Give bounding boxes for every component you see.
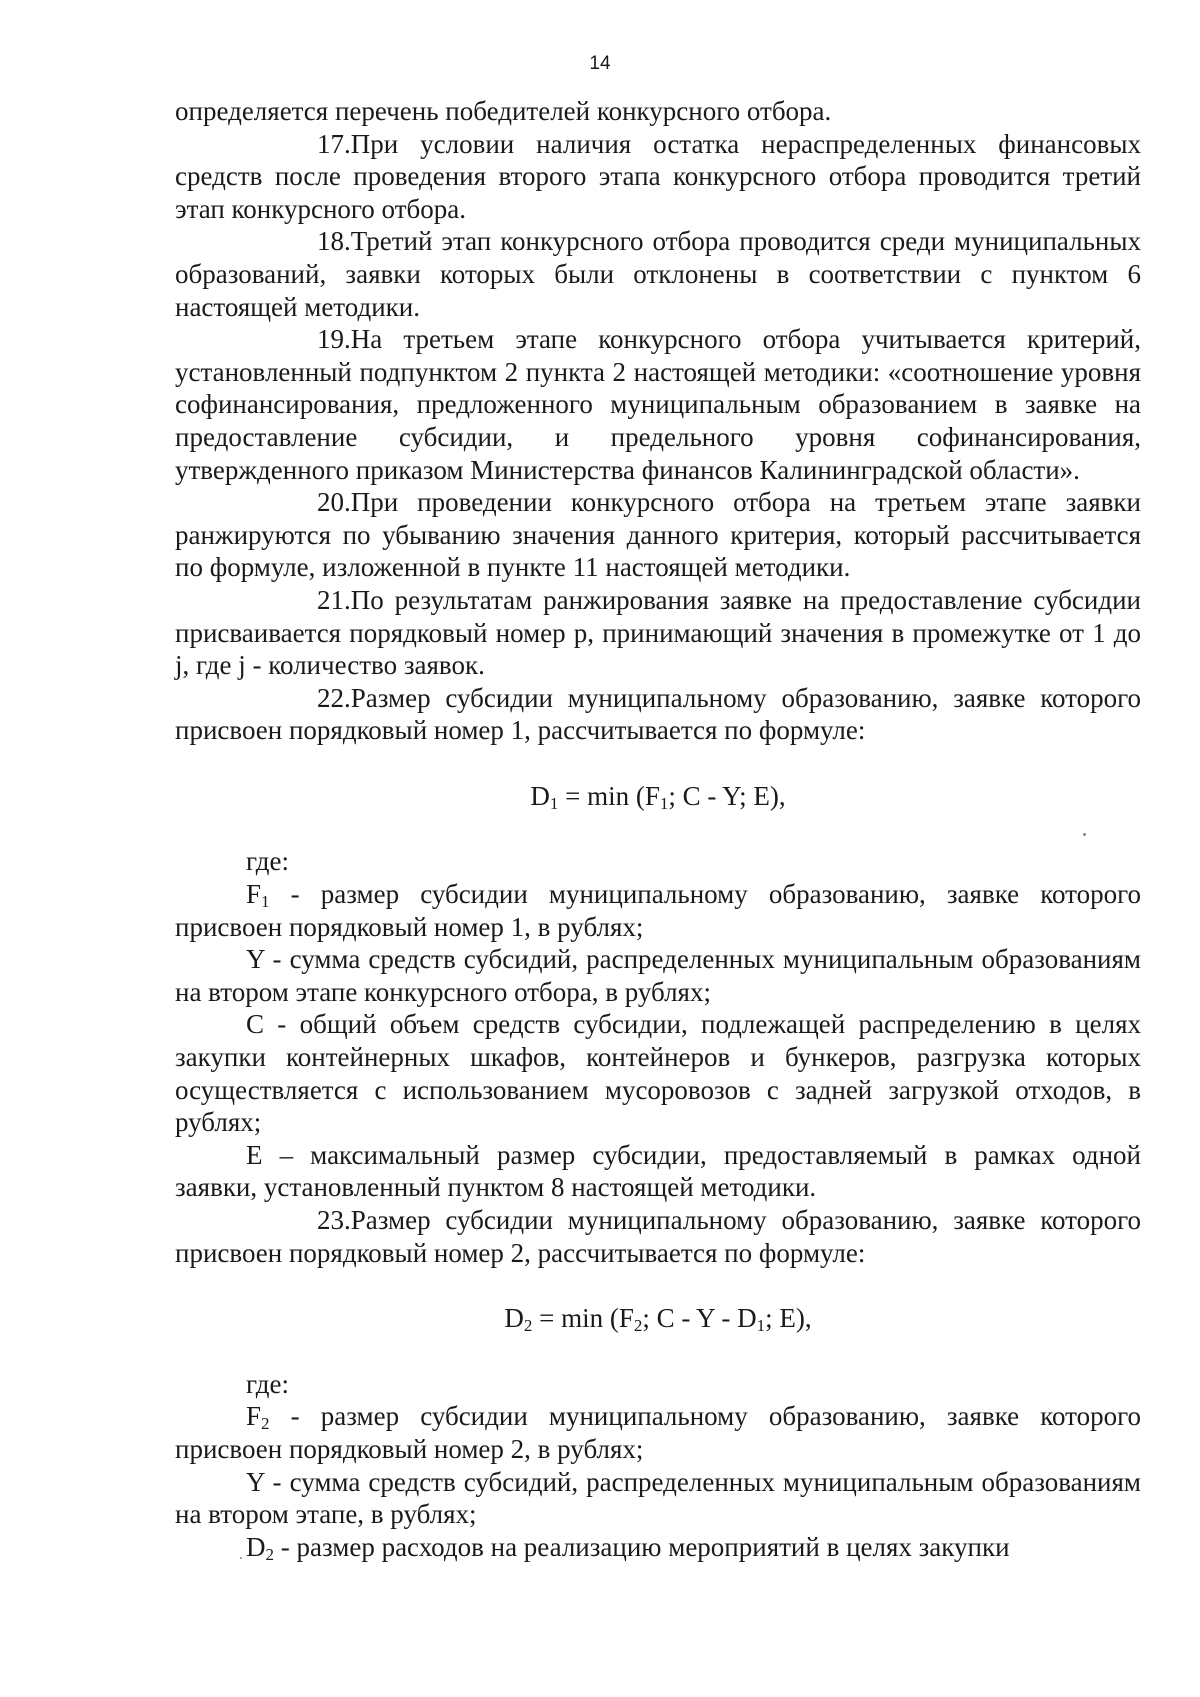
paragraph-number: 22. (317, 682, 351, 713)
paragraph-number: 23. (317, 1205, 351, 1235)
where-label: где: (246, 1368, 289, 1399)
formula-text: ; C - Y; E), (668, 780, 786, 811)
formula-text: = min (F (532, 1303, 634, 1334)
paragraph-text: Третий этап конкурсного отбора проводится среди муниципальных образований, заявки которых были отклонены в соответствии с пунктом 6 настоящей методики. (175, 226, 1141, 322)
paragraph-number: 19. (317, 324, 351, 355)
formula-subscript: 1 (549, 793, 559, 813)
definition-symbol: F (246, 879, 262, 910)
scan-speck (1083, 833, 1086, 836)
paragraph-text: Размер субсидии муниципальному образованию, заявке которого присвоен порядковый номер 2, рассчитывается по формуле: (175, 1205, 1141, 1268)
definition-c: C - общий объем средств субсидии, подлежащей распределению в целях закупки контейнерных шкафов, контейнеров и бункеров, разгрузка которых осуществляется с использованием мусоровозов с задней загрузкой отходов, в рублях; (175, 1009, 1141, 1138)
definition-text: - размер субсидии муниципальному образованию, заявке которого присвоен порядковый номер 2, в рублях; (175, 1401, 1141, 1464)
formula-subscript: 1 (659, 793, 669, 813)
definition-symbol: F (246, 1401, 262, 1432)
paragraph-text: По результатам ранжирования заявке на предоставление субсидии присваивается порядковый номер p, принимающий значения в промежутке от 1 до j, где j - количество заявок. (175, 584, 1141, 681)
paragraph-text: На третьем этапе конкурсного отбора учитывается критерий, установленный подпунктом 2 пункта 2 настоящей методики: «соотношение уровня софинансирования, предложенного муниципальным образованием в заявке на предоставление субсидии, и предельного уровня софинансирования, утвержденного приказом Министерства финансов Калининградской области». (175, 324, 1141, 485)
definition-f1 (175, 878, 1141, 943)
paragraph-text: При условии наличия остатка нераспределенных финансовых средств после проведения второго этапа конкурсного отбора проводится третий этап конкурсного отбора. (175, 128, 1141, 224)
definition-subscript: 1 (261, 892, 270, 912)
formula-text: = min (F (558, 780, 660, 811)
formula-d1 (175, 780, 1141, 813)
page-number: 14 (589, 53, 611, 74)
paragraph-text: Размер субсидии муниципальному образованию, заявке которого присвоен порядковый номер 1, рассчитывается по формуле: (175, 682, 1141, 746)
formula-subscript: 1 (756, 1316, 766, 1336)
where-label: где: (246, 846, 289, 877)
definition-subscript: 2 (261, 1414, 270, 1434)
paragraph-20 (175, 486, 1141, 584)
definition-y2: Y - сумма средств субсидий, распределенных муниципальным образованиям на втором этапе, в рублях; (175, 1466, 1141, 1530)
formula-symbol: D (504, 1303, 524, 1334)
paragraph-21 (175, 584, 1141, 682)
formula-d2 (175, 1302, 1141, 1335)
paragraph-19 (175, 323, 1141, 486)
definition-symbol: D (246, 1531, 266, 1562)
definition-text: - размер расходов на реализацию мероприятий в целях закупки (274, 1531, 1010, 1562)
definition-subscript: 2 (265, 1544, 274, 1564)
formula-text: ; E), (765, 1303, 812, 1334)
paragraph-17 (175, 128, 1141, 226)
paragraph-number: 18. (317, 226, 351, 257)
scan-speck (240, 1557, 242, 1559)
paragraph-22 (175, 682, 1141, 747)
formula-subscript: 2 (523, 1316, 533, 1336)
paragraph-text: При проведении конкурсного отбора на третьем этапе заявки ранжируются по убыванию значения данного критерия, который рассчитывается по формуле, изложенной в пункте 11 настоящей методики. (175, 487, 1141, 583)
definition-text: - размер субсидии муниципальному образованию, заявке которого присвоен порядковый номер 1, в рублях; (175, 879, 1141, 942)
formula-text: ; C - Y - D (642, 1303, 757, 1334)
paragraph-23 (175, 1204, 1141, 1269)
definition-y: Y - сумма средств субсидий, распределенных муниципальным образованиям на втором этапе конкурсного отбора, в рублях; (175, 944, 1141, 1007)
formula-symbol: D (530, 780, 550, 811)
definition-d2 (175, 1531, 1141, 1564)
paragraph-16-end: определяется перечень победителей конкурсного отбора. (175, 96, 832, 126)
definition-f2 (175, 1400, 1141, 1465)
paragraph-number: 17. (317, 128, 351, 159)
formula-subscript: 2 (633, 1316, 643, 1336)
definition-e: E – максимальный размер субсидии, предоставляемый в рамках одной заявки, установленный пунктом 8 настоящей методики. (175, 1139, 1141, 1203)
paragraph-number: 21. (317, 584, 351, 615)
paragraph-18 (175, 225, 1141, 323)
document-body (175, 95, 1141, 1563)
paragraph-number: 20. (317, 487, 351, 518)
